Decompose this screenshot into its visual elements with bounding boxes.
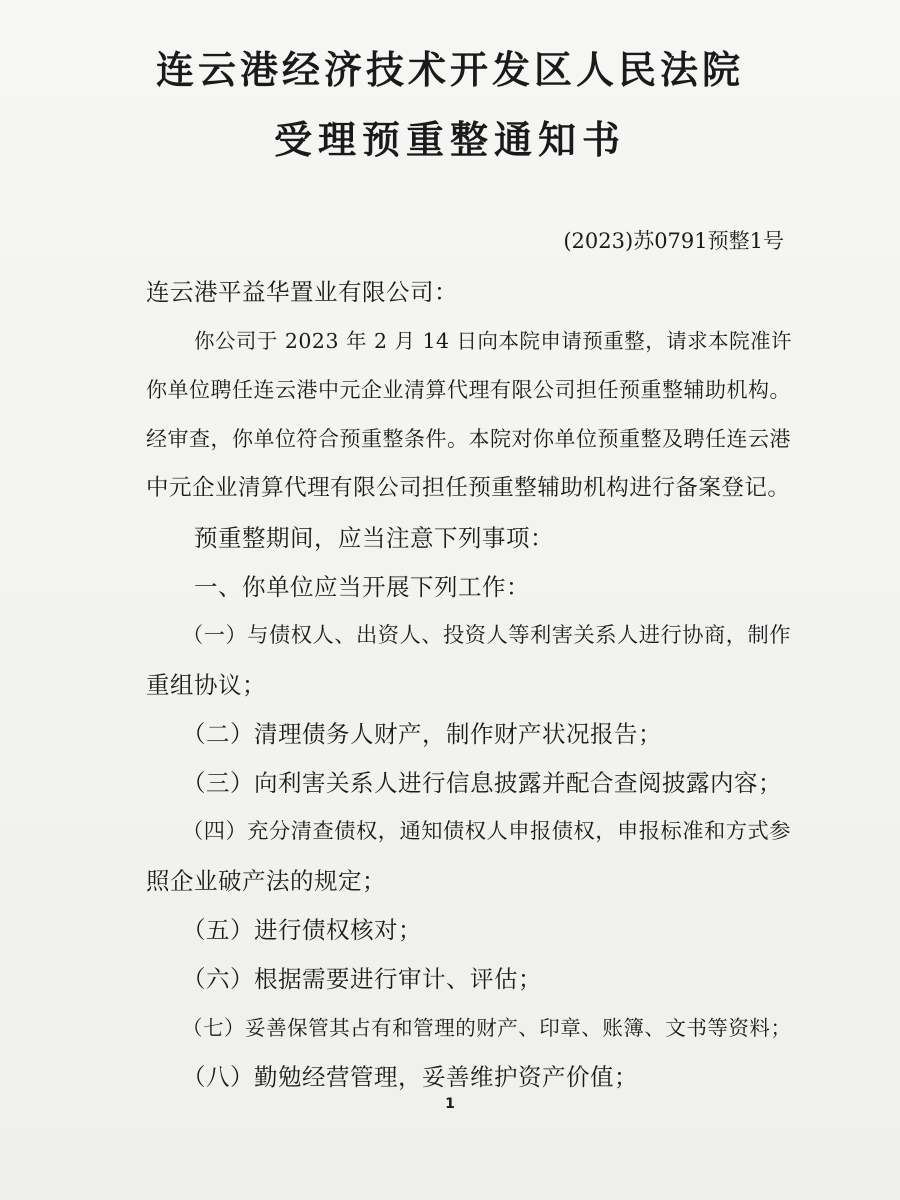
document-type-title: 受理预重整通知书 [273, 117, 626, 162]
body-line-16: （八）勤勉经营管理，妥善维护资产价值； [182, 1063, 638, 1091]
body-line-14: （六）根据需要进行审计、评估； [182, 965, 542, 993]
body-line-10: （三）向利害关系人进行信息披露并配合查阅披露内容； [182, 769, 782, 797]
addressee: 连云港平益华置业有限公司： [146, 278, 458, 306]
body-line-1: 你公司于 2023 年 2 月 14 日向本院申请预重整，请求本院准许 [194, 329, 793, 353]
body-line-2: 你单位聘任连云港中元企业清算代理有限公司担任预重整辅助机构。 [146, 377, 791, 402]
body-line-9: （二）清理债务人财产，制作财产状况报告； [182, 720, 662, 748]
court-name-title: 连云港经济技术开发区人民法院 [155, 47, 744, 92]
page-number: 1 [445, 1096, 455, 1112]
body-line-6: 一、你单位应当开展下列工作： [194, 573, 530, 601]
body-line-12: 照企业破产法的规定； [146, 867, 386, 895]
body-line-8: 重组协议； [146, 671, 266, 699]
body-line-4: 中元企业清算代理有限公司担任预重整辅助机构进行备案登记。 [146, 475, 791, 501]
body-line-11: （四）充分清查债权，通知债权人申报债权，申报标准和方式参 [182, 819, 792, 844]
body-line-15: （七）妥善保管其占有和管理的财产、印章、账簿、文书等资料； [182, 1016, 792, 1040]
case-number: (2023)苏0791预整1号 [563, 229, 784, 253]
body-line-13: （五）进行债权核对； [182, 916, 422, 944]
body-line-7: （一）与债权人、出资人、投资人等利害关系人进行协商，制作 [182, 623, 792, 648]
body-line-3: 经审查，你单位符合预重整条件。本院对你单位预重整及聘任连云港 [146, 426, 791, 451]
body-line-5: 预重整期间，应当注意下列事项： [194, 524, 554, 552]
